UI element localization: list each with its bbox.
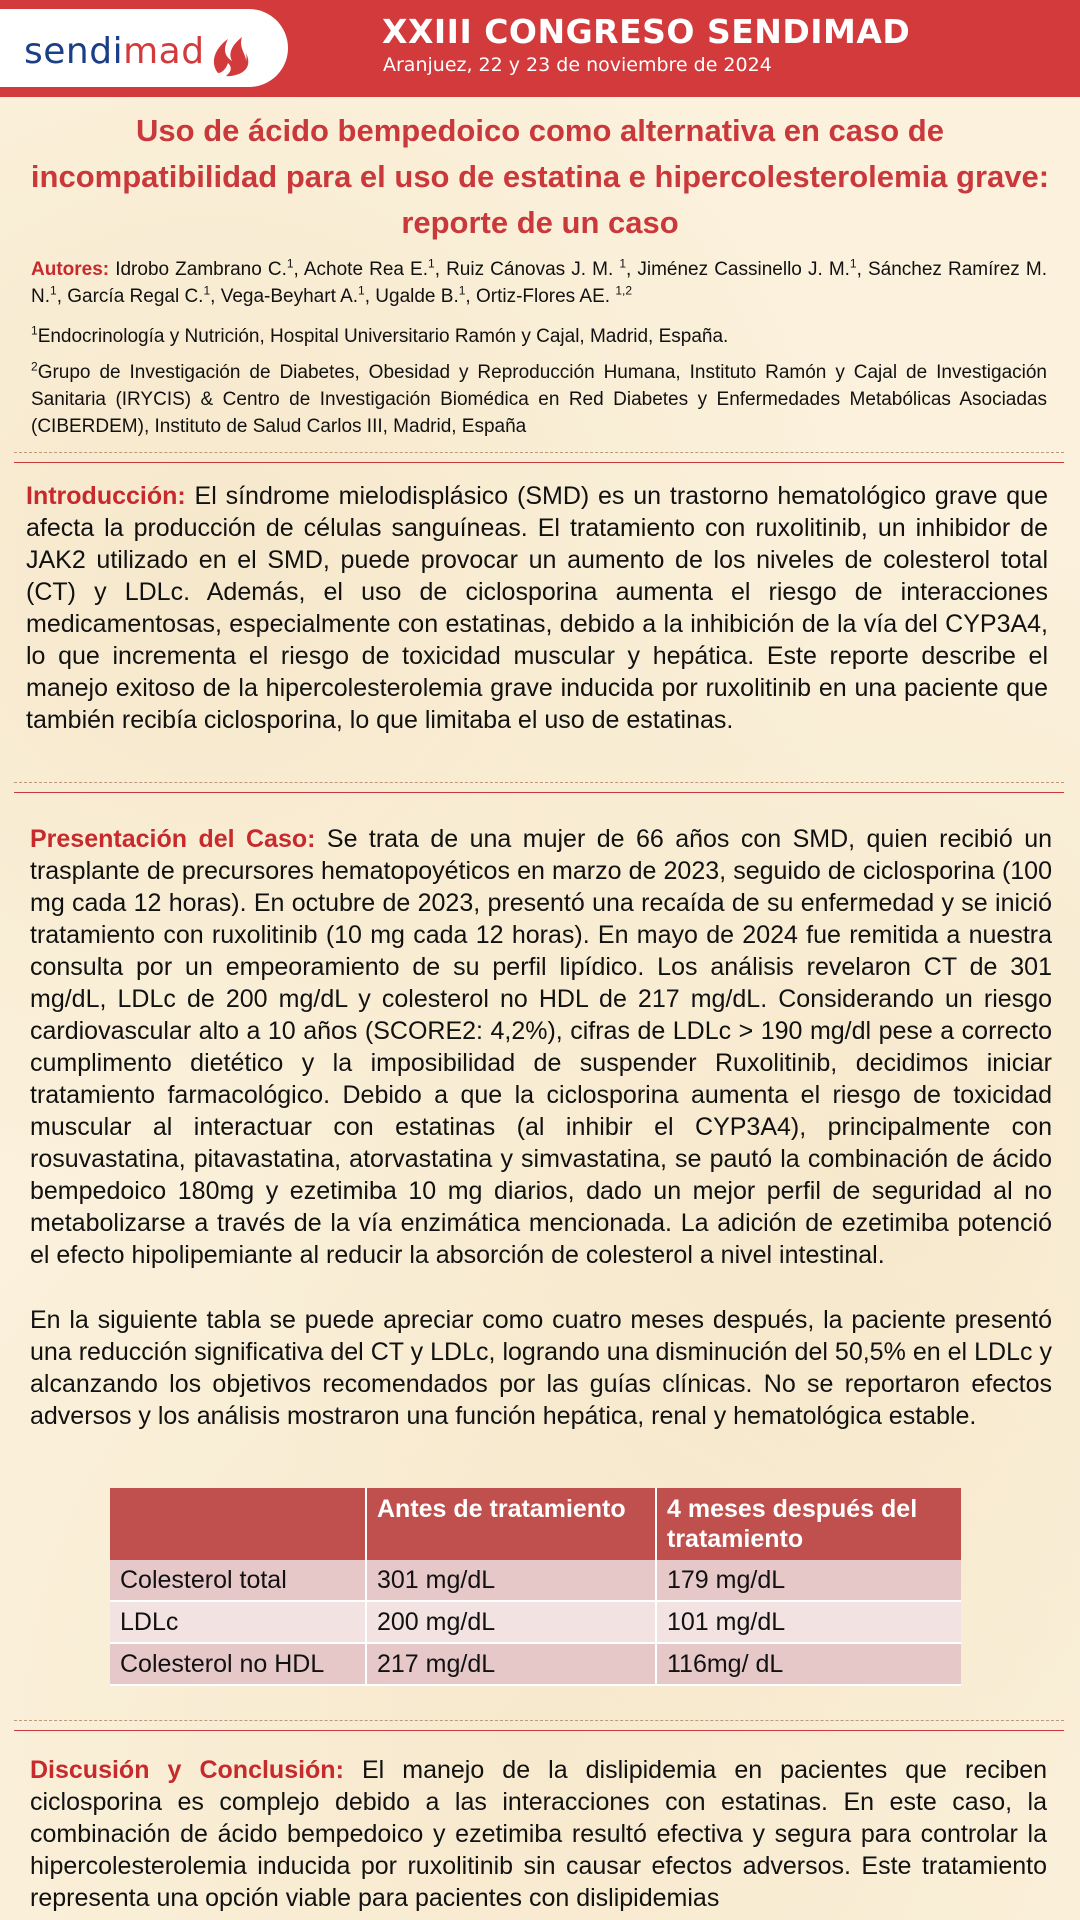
affiliation-1: $^1$Endocrinología y Nutrición, Hospital Universitario Ramón y Cajal, Madrid, España.: [31, 323, 729, 347]
header-band: [0, 0, 1080, 97]
introduccion-section: Introducción: El síndrome mielodisplásico (SMD) es un trastorno hematológico grave que afecta la producción de células sanguíneas. El tratamiento con ruxolitinib, un inhibidor de JAK2 utilizado en el SMD, puede provocar un aumento de los niveles de colesterol total (CT) y LDLc. Además, el uso de ciclosporina aumenta el riesgo de interacciones medicamentosas, especialmente con estatinas, debido a la inhibición de la vía del CYP3A4, lo que incrementa el riesgo de toxicidad muscular y hepática. Este reporte describe el manejo exitoso de la hipercolesterolemia grave inducida por ruxolitinib en una paciente que también recibía ciclosporina, lo que limitaba el uso de estatinas.: [26, 482, 1048, 734]
table-cell: 217 mg/dL: [366, 1643, 656, 1685]
affiliation-2: $^2$Grupo de Investigación de Diabetes, Obesidad y Reproducción Humana, Instituto Ramón y Cajal de Investigación Sanitaria (IRYCIS) & Centro de Investigación Biomédica en Red Diabetes y Enfermedades Metabólicas Asociadas (CIBERDEM), Instituto de Salud Carlos III, Madrid, España: [31, 359, 1047, 437]
caso-section: Presentación del Caso: Se trata de una mujer de 66 años con SMD, quien recibió un trasplante de precursores hematopoyéticos en marzo de 2023, seguido de ciclosporina (100 mg cada 12 horas). En octubre de 2023, presentó una recaída de su enfermedad y se inició tratamiento con ruxolitinib (10 mg cada 12 horas). En mayo de 2024 fue remitida a nuestra consulta por un empeoramiento de su perfil lipídico. Los análisis revelaron CT de 301 mg/dL, LDLc de 200 mg/dL y colesterol no HDL de 217 mg/dL. Considerando un riesgo cardiovascular alto a 10 años (SCORE2: 4,2%), cifras de LDLc > 190 mg/dl pese a correcto cumplimento dietético y la imposibilidad de suspender Ruxolitinib, decidimos iniciar tratamiento farmacológico. Debido a que la ciclosporina aumenta el riesgo de toxicidad muscular al interactuar con estatinas (al inhibir el CYP3A4), principalmente con rosuvastatina, pitavastatina, atorvastatina y simvastatina, se pautó la combinación de ácido bempedoico 180mg y ezetimiba 10 mg diarios, dado un mejor perfil de seguridad al no metabolizarse a través de la vía enzimática mencionada. La adición de ezetimiba potenció el efecto hipolipemiante al reducir la absorción de colesterol a nivel intestinal.: [30, 825, 1053, 1269]
poster-title: Uso de ácido bempedoico como alternativa en caso de incompatibilidad para el uso de estatina e hipercolesterolemia grave: reporte de un caso: [30, 113, 1050, 240]
divider: [14, 1730, 1064, 1731]
logo-flame-icon: [208, 33, 254, 79]
authors: Autores: Idrobo Zambrano C.$^1$, Achote Rea E.$^1$, Ruiz Cánovas J. M. $^1$, Jiménez Cassinello J. M.$^1$, Sánchez Ramírez M. N.$^1$, García Regal C.$^1$, Vega-Beyhart A.$^1$, Ugalde B.$^1$, Ortiz-Flores AE. $^{1,2}$: [31, 256, 1047, 307]
lipid-results-table: [110, 1488, 961, 1686]
congress-title: XXIII CONGRESO SENDIMAD: [382, 12, 911, 51]
divider: [14, 452, 1064, 453]
table-cell: LDLc: [110, 1601, 366, 1643]
discusion-section: Discusión y Conclusión: El manejo de la dislipidemia en pacientes que reciben ciclosporina es complejo debido a las interacciones con estatinas. En este caso, la combinación de ácido bempedoico y ezetimiba resultó efectiva y segura para controlar la hipercolesterolemia inducida por ruxolitinib sin causar efectos adversos. Este tratamiento representa una opción viable para pacientes con dislipidemias: [30, 1756, 1048, 1912]
table-cell: 200 mg/dL: [366, 1601, 656, 1643]
table-header: Antes de tratamiento: [366, 1488, 656, 1560]
table-cell: 179 mg/dL: [656, 1560, 961, 1601]
congress-subtitle: Aranjuez, 22 y 23 de noviembre de 2024: [383, 54, 772, 76]
logo: [0, 9, 288, 87]
table-header: 4 meses después del tratamiento: [656, 1488, 961, 1560]
table-cell: Colesterol total: [110, 1560, 366, 1601]
table-row: [110, 1601, 961, 1643]
divider: [14, 1720, 1064, 1721]
table-row: [110, 1560, 961, 1601]
caso-section-2: En la siguiente tabla se puede apreciar como cuatro meses después, la paciente presentó una reducción significativa del CT y LDLc, logrando una disminución del 50,5% en el LDLc y alcanzando los objetivos recomendados por las guías clínicas. No se reportaron efectos adversos y los análisis mostraron una función hepática, renal y hematológica estable.: [30, 1306, 1052, 1430]
table-cell: 101 mg/dL: [656, 1601, 961, 1643]
table-cell: 116mg/ dL: [656, 1643, 961, 1685]
table-header-row: [110, 1488, 961, 1560]
table-cell: Colesterol no HDL: [110, 1643, 366, 1685]
divider: [14, 792, 1064, 793]
divider: [14, 462, 1064, 463]
table-cell: 301 mg/dL: [366, 1560, 656, 1601]
table-header: [110, 1488, 366, 1560]
logo-text: sendimad: [24, 31, 205, 72]
divider: [14, 782, 1064, 783]
table-row: [110, 1643, 961, 1685]
